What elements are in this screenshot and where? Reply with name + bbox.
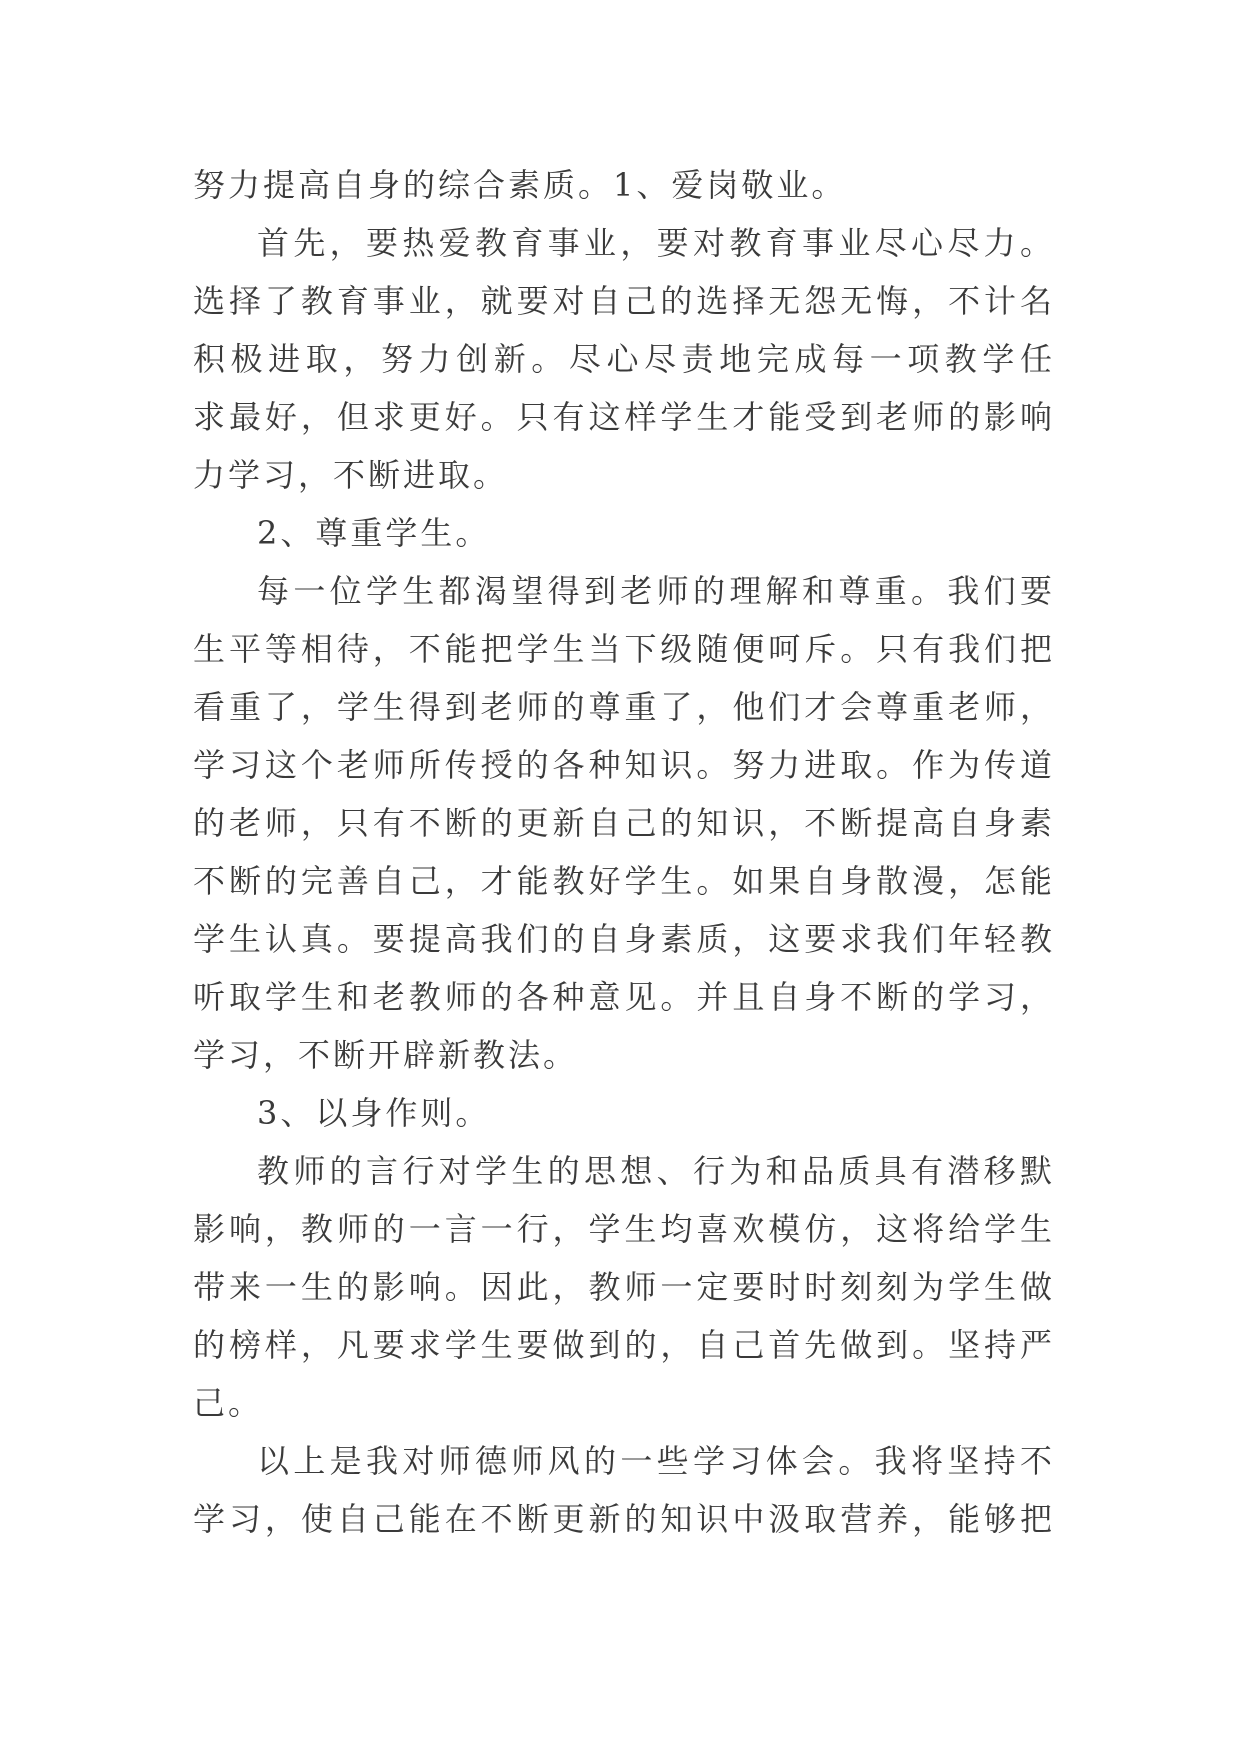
text-line: 积极进取，努力创新。尽心尽责地完成每一项教学任 bbox=[193, 340, 1055, 378]
text-line: 听取学生和老教师的各种意见。并且自身不断的学习， bbox=[193, 978, 1055, 1016]
text-line: 看重了，学生得到老师的尊重了，他们才会尊重老师， bbox=[193, 688, 1055, 726]
text-line: 选择了教育事业，就要对自己的选择无怨无悔，不计名 bbox=[193, 282, 1055, 320]
text-line: 不断的完善自己，才能教好学生。如果自身散漫，怎能 bbox=[193, 862, 1055, 900]
text-line: 力学习，不断进取。 bbox=[193, 456, 509, 494]
text-line: 以上是我对师德师风的一些学习体会。我将坚持不 bbox=[257, 1442, 1055, 1480]
body-text bbox=[193, 156, 1055, 1548]
text-line: 学习，不断开辟新教法。 bbox=[193, 1036, 579, 1074]
text-line: 学生认真。要提高我们的自身素质，这要求我们年轻教 bbox=[193, 920, 1055, 958]
text-line: 教师的言行对学生的思想、行为和品质具有潜移默 bbox=[257, 1152, 1055, 1190]
text-line: 带来一生的影响。因此，教师一定要时时刻刻为学生做 bbox=[193, 1268, 1055, 1306]
text-line: 影响，教师的一言一行，学生均喜欢模仿，这将给学生 bbox=[193, 1210, 1055, 1248]
text-line: 的榜样，凡要求学生要做到的，自己首先做到。坚持严 bbox=[193, 1326, 1055, 1364]
text-line: 学习这个老师所传授的各种知识。努力进取。作为传道 bbox=[193, 746, 1055, 784]
text-line: 首先，要热爱教育事业，要对教育事业尽心尽力。 bbox=[257, 224, 1055, 262]
text-line: 学习，使自己能在不断更新的知识中汲取营养，能够把 bbox=[193, 1500, 1055, 1538]
text-line: 求最好，但求更好。只有这样学生才能受到老师的影响 bbox=[193, 398, 1055, 436]
text-line: 努力提高自身的综合素质。1、爱岗敬业。 bbox=[193, 166, 847, 204]
section-heading: 3、以身作则。 bbox=[257, 1094, 491, 1132]
section-heading: 2、尊重学生。 bbox=[257, 514, 491, 552]
text-line: 己。 bbox=[193, 1384, 264, 1422]
text-line: 每一位学生都渴望得到老师的理解和尊重。我们要 bbox=[257, 572, 1055, 610]
text-line: 的老师，只有不断的更新自己的知识，不断提高自身素 bbox=[193, 804, 1055, 842]
text-line: 生平等相待，不能把学生当下级随便呵斥。只有我们把 bbox=[193, 630, 1055, 668]
